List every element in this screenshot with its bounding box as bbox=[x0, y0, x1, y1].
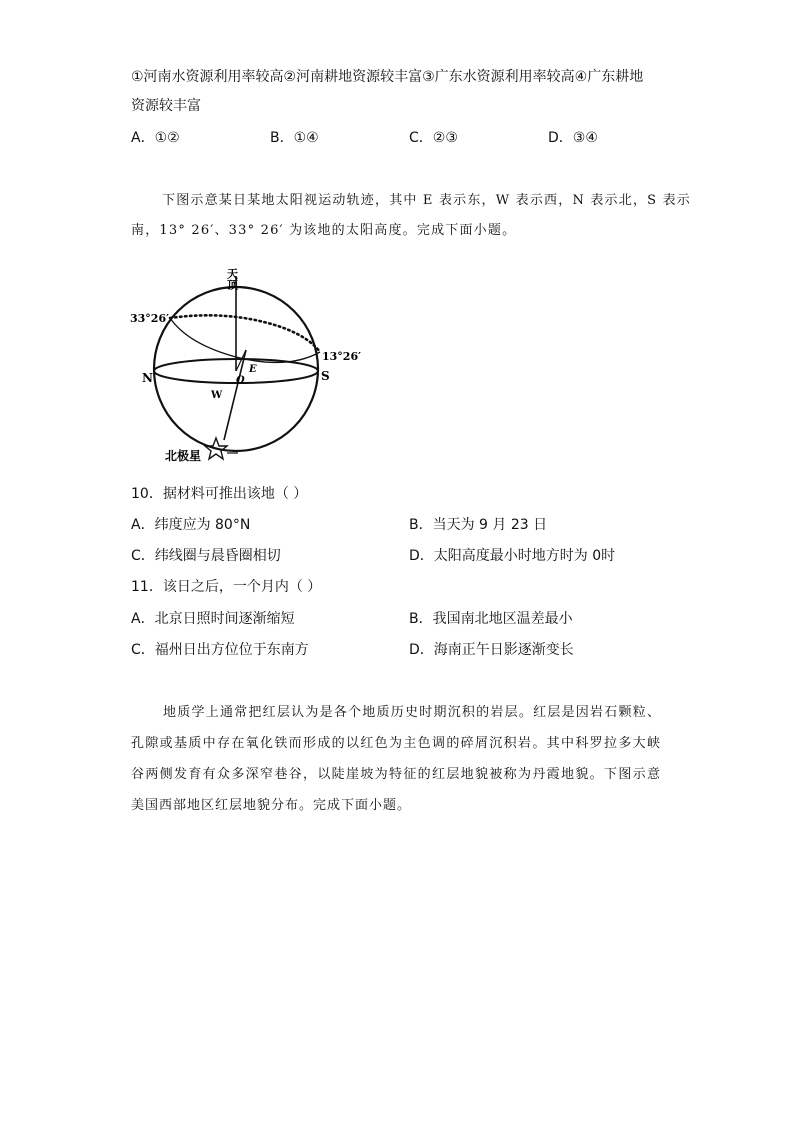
earth-axis bbox=[224, 350, 246, 440]
q9-options-line-2: 资源较丰富 bbox=[131, 98, 201, 114]
q10-option-d[interactable]: D．太阳高度最小时地方时为 0时 bbox=[409, 548, 616, 564]
angle-high-label: 33°26′ bbox=[130, 312, 170, 325]
intro1-line-2: 南，13° 26′、33° 26′ 为该地的太阳高度。完成下面小题。 bbox=[131, 223, 517, 238]
q9-options-line-1: ①河南水资源利用率较高②河南耕地资源较丰富③广东水资源利用率较高④广东耕地 bbox=[131, 69, 644, 85]
q9-option-a[interactable]: A．①② bbox=[131, 130, 180, 146]
zenith-label: 天顶 bbox=[225, 268, 239, 290]
north-label: N bbox=[142, 371, 153, 385]
q10-option-c[interactable]: C．纬线圈与晨昏圈相切 bbox=[131, 548, 281, 564]
sun-path-back bbox=[170, 315, 320, 352]
q10-option-b[interactable]: B．当天为 9 月 23 日 bbox=[409, 517, 548, 533]
q9-option-d[interactable]: D．③④ bbox=[548, 130, 598, 146]
south-label: S bbox=[321, 369, 330, 383]
q10-option-a[interactable]: A．纬度应为 80°N bbox=[131, 517, 251, 533]
polaris-star-icon bbox=[205, 438, 238, 459]
q11-option-d[interactable]: D．海南正午日影逐渐变长 bbox=[409, 642, 574, 658]
q11-option-c[interactable]: C．福州日出方位位于东南方 bbox=[131, 642, 309, 658]
q10-stem: 10．据材料可推出该地（ ） bbox=[131, 486, 308, 502]
intro1-line-1: 下图示意某日某地太阳视运动轨迹，其中 E 表示东，W 表示西，N 表示北，S 表示 bbox=[162, 193, 691, 208]
q11-stem: 11．该日之后，一个月内（ ） bbox=[131, 579, 322, 595]
q9-option-b[interactable]: B．①④ bbox=[270, 130, 319, 146]
sun-path-diagram bbox=[128, 252, 368, 467]
west-label: W bbox=[211, 390, 223, 401]
angle-low-label: 13°26′ bbox=[322, 350, 362, 363]
q11-option-a[interactable]: A．北京日照时间逐渐缩短 bbox=[131, 611, 295, 627]
east-label: E bbox=[249, 364, 257, 375]
origin-label: O bbox=[236, 375, 245, 386]
polaris-label: 北极星 bbox=[165, 449, 202, 463]
q9-option-c[interactable]: C．②③ bbox=[409, 130, 458, 146]
intro2-paragraph: 地质学上通常把红层认为是各个地质历史时期沉积的岩层。红层是因岩石颗粒、孔隙或基质中存在氧化铁而形成的以红色为主色调的碎屑沉积岩。其中科罗拉多大峡谷两侧发育有众多深窄巷谷，以陡崖坡为特征的红层地貌被称为丹霞地貌。下图示意美国西部地区红层地貌分布。完成下面小题。 bbox=[131, 705, 661, 813]
q11-option-b[interactable]: B．我国南北地区温差最小 bbox=[409, 611, 573, 627]
